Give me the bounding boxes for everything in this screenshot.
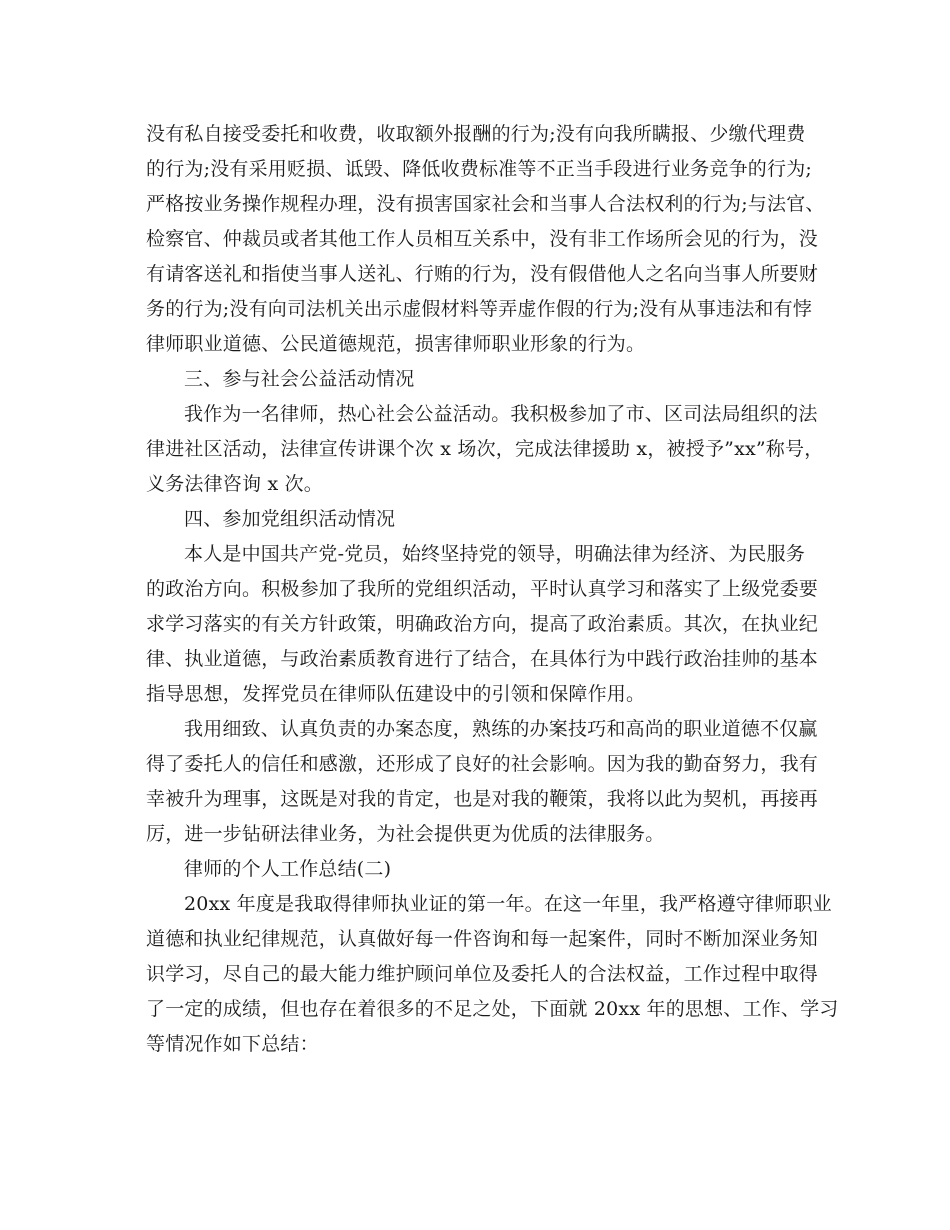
text-line: 厉，进一步钻研法律业务，为社会提供更为优质的法律服务。	[146, 823, 665, 845]
text-line: 等情况作如下总结：	[146, 1033, 319, 1055]
text-line: 了一定的成绩，但也存在着很多的不足之处，下面就 20xx 年的思想、工作、学习	[146, 998, 839, 1020]
text-line: 律、执业道德，与政治素质教育进行了结合，在具体行为中践行政治挂帅的基本	[146, 648, 819, 670]
text-line: 有请客送礼和指使当事人送礼、行贿的行为，没有假借他人之名向当事人所要财	[146, 263, 819, 285]
text-line: 严格按业务操作规程办理，没有损害国家社会和当事人合法权利的行为;与法官、	[146, 193, 825, 215]
text-line: 指导思想，发挥党员在律师队伍建设中的引领和保障作用。	[146, 683, 646, 705]
text-line: 我作为一名律师，热心社会公益活动。我积极参加了市、区司法局组织的法	[184, 403, 818, 425]
section-heading: 四、参加党组织活动情况	[184, 508, 396, 530]
text-line: 我用细致、认真负责的办案态度，熟练的办案技巧和高尚的职业道德不仅赢	[184, 718, 818, 740]
text-line: 求学习落实的有关方针政策，明确政治方向，提高了政治素质。其次，在执业纪	[146, 613, 819, 635]
text-line: 本人是中国共产党-党员，始终坚持党的领导，明确法律为经济、为民服务	[184, 543, 806, 565]
text-line: 道德和执业纪律规范，认真做好每一件咨询和每一起案件，同时不断加深业务知	[146, 928, 819, 950]
text-line: 务的行为;没有向司法机关出示虚假材料等弄虚作假的行为;没有从事违法和有悖	[146, 298, 813, 320]
text-line: 识学习，尽自己的最大能力维护顾问单位及委托人的合法权益，工作过程中取得	[146, 963, 819, 985]
text-line: 的政治方向。积极参加了我所的党组织活动，平时认真学习和落实了上级党委要	[146, 578, 819, 600]
text-line: 幸被升为理事，这既是对我的肯定，也是对我的鞭策，我将以此为契机，再接再	[146, 788, 819, 810]
text-line: 律师职业道德、公民道德规范，损害律师职业形象的行为。	[146, 333, 646, 355]
section-heading: 律师的个人工作总结(二)	[184, 858, 392, 880]
text-line: 检察官、仲裁员或者其他工作人员相互关系中，没有非工作场所会见的行为，没	[146, 228, 819, 250]
text-line: 得了委托人的信任和感激，还形成了良好的社会影响。因为我的勤奋努力，我有	[146, 753, 819, 775]
text-line: 没有私自接受委托和收费，收取额外报酬的行为;没有向我所瞒报、少缴代理费	[146, 123, 806, 145]
text-line: 律进社区活动，法律宣传讲课个次 x 场次，完成法律援助 x，被授予”xx”称号，	[146, 438, 824, 460]
section-heading: 三、参与社会公益活动情况	[184, 368, 415, 390]
text-line: 义务法律咨询 x 次。	[146, 473, 323, 495]
text-line: 的行为;没有采用贬损、诋毁、降低收费标准等不正当手段进行业务竞争的行为;	[146, 158, 813, 180]
text-line: 20xx 年度是我取得律师执业证的第一年。在这一年里，我严格遵守律师职业	[184, 893, 832, 915]
